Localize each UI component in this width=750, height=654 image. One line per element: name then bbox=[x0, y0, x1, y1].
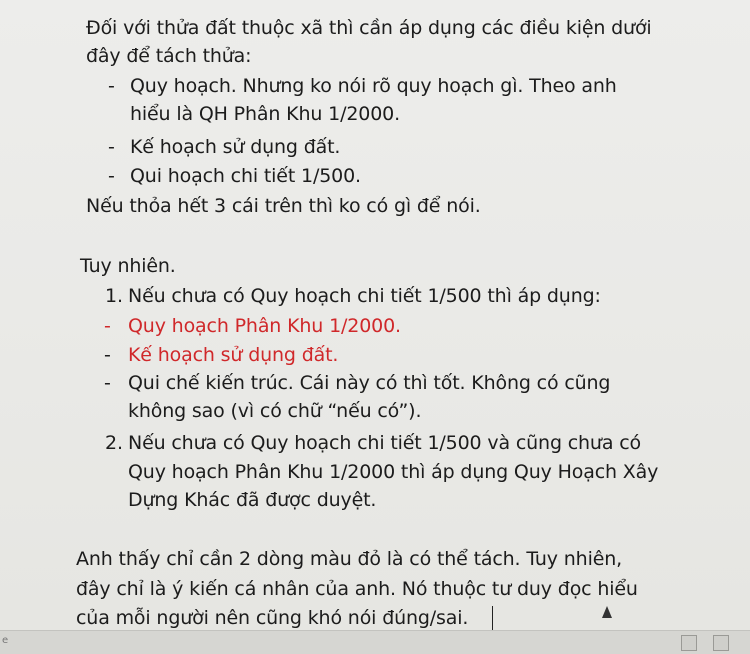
text-line: Tuy nhiên. bbox=[80, 255, 176, 277]
bullet-dash: - bbox=[104, 315, 111, 337]
bullet-dash: - bbox=[108, 75, 115, 97]
list-number: 1. bbox=[105, 285, 123, 307]
text-line: của mỗi người nên cũng khó nói đúng/sai. bbox=[76, 607, 469, 629]
text-line: Nếu chưa có Quy hoạch chi tiết 1/500 và cũng chưa có bbox=[128, 432, 641, 454]
text-line: Dựng Khác đã được duyệt. bbox=[128, 489, 377, 511]
text-line: Qui hoạch chi tiết 1/500. bbox=[130, 165, 361, 187]
text-line: Anh thấy chỉ cần 2 dòng màu đỏ là có thể tách. Tuy nhiên, bbox=[76, 548, 623, 570]
bullet-dash: - bbox=[108, 136, 115, 158]
text-line: Quy hoạch Phân Khu 1/2000 thì áp dụng Quy Hoạch Xây bbox=[128, 461, 659, 483]
bullet-dash: - bbox=[108, 165, 115, 187]
highlighted-line: Quy hoạch Phân Khu 1/2000. bbox=[128, 315, 401, 337]
status-glyph: e bbox=[2, 635, 9, 646]
text-line: hiểu là QH Phân Khu 1/2000. bbox=[130, 103, 400, 125]
status-bar bbox=[0, 630, 750, 654]
text-line: đây để tách thửa: bbox=[86, 45, 252, 67]
text-line: Qui chế kiến trúc. Cái này có thì tốt. Không có cũng bbox=[128, 372, 611, 394]
mouse-pointer-icon bbox=[602, 606, 612, 618]
text-caret bbox=[492, 606, 493, 630]
bullet-dash: - bbox=[104, 344, 111, 366]
read-mode-icon[interactable] bbox=[681, 635, 697, 651]
highlighted-line: Kế hoạch sử dụng đất. bbox=[128, 344, 339, 366]
text-line: Nếu chưa có Quy hoạch chi tiết 1/500 thì áp dụng: bbox=[128, 285, 601, 307]
text-line: Kế hoạch sử dụng đất. bbox=[130, 136, 341, 158]
text-line: Quy hoạch. Nhưng ko nói rõ quy hoạch gì. Theo anh bbox=[130, 75, 617, 97]
text-line: đây chỉ là ý kiến cá nhân của anh. Nó thuộc tư duy đọc hiểu bbox=[76, 578, 638, 600]
text-line: không sao (vì có chữ “nếu có”). bbox=[128, 400, 422, 422]
bullet-dash: - bbox=[104, 372, 111, 394]
text-line: Đối với thửa đất thuộc xã thì cần áp dụng các điều kiện dưới bbox=[86, 17, 652, 39]
print-layout-icon[interactable] bbox=[713, 635, 729, 651]
list-number: 2. bbox=[105, 432, 123, 454]
text-line: Nếu thỏa hết 3 cái trên thì ko có gì để nói. bbox=[86, 195, 481, 217]
